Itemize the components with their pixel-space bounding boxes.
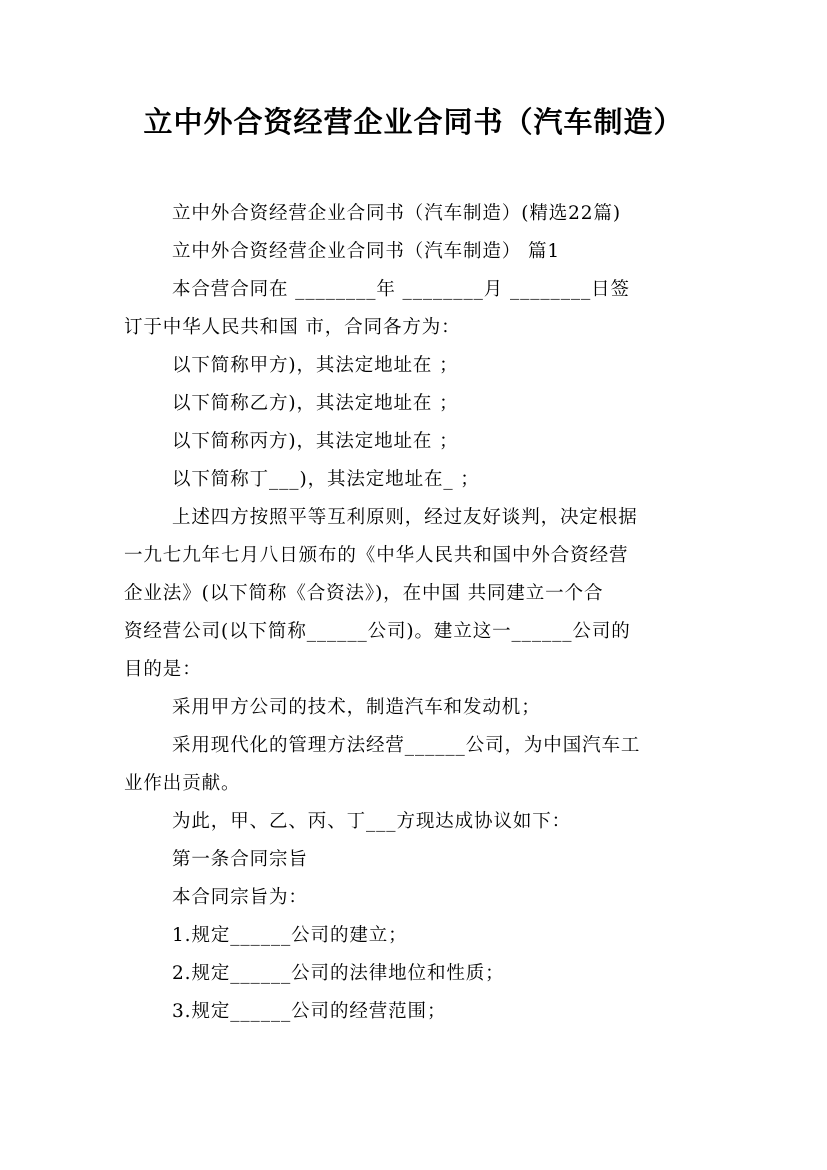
paragraph-preamble-line-1: 上述四方按照平等互利原则，经过友好谈判，决定根据 [172,507,638,528]
document-body [124,195,709,1031]
article-1-heading: 第一条合同宗旨 [172,849,308,870]
paragraph-agreement: 为此，甲、乙、丙、丁___方现达成协议如下： [172,811,572,832]
paragraph-preamble-line-2: 一九七九年七月八日颁布的《中华人民共和国中外合资经营 [124,545,629,566]
paragraph-party-a: 以下简称甲方)，其法定地址在 ； [172,355,459,376]
article-1-item-3: 3.规定______公司的经营范围； [172,1001,447,1022]
paragraph-party-d: 以下简称丁___)，其法定地址在_ ； [172,469,480,490]
article-1-item-1: 1.规定______公司的建立； [172,925,408,946]
paragraph-subtitle: 立中外合资经营企业合同书（汽车制造）(精选22篇) [172,203,621,224]
paragraph-party-c: 以下简称丙方)，其法定地址在 ； [172,431,459,452]
article-1-intro: 本合同宗旨为： [172,887,308,908]
paragraph-section-heading: 立中外合资经营企业合同书（汽车制造） 篇1 [172,241,561,262]
paragraph-purpose-technology: 采用甲方公司的技术，制造汽车和发动机； [172,697,541,718]
paragraph-preamble-line-4: 资经营公司(以下简称______公司)。建立这一______公司的 [124,621,631,642]
paragraph-signing-place: 订于中华人民共和国 市，合同各方为： [124,317,461,338]
paragraph-signing-date: 本合营合同在 ________年 ________月 ________日签 [172,279,630,300]
article-1-item-2: 2.规定______公司的法律地位和性质； [172,963,505,984]
paragraph-purpose-management-line-1: 采用现代化的管理方法经营______公司，为中国汽车工 [172,735,641,756]
paragraph-purpose-management-line-2: 业作出贡献。 [124,773,241,794]
paragraph-preamble-line-3: 企业法》(以下简称《合资法》)，在中国 共同建立一个合 [124,583,604,604]
paragraph-preamble-line-5: 目的是： [124,659,202,680]
paragraph-party-b: 以下简称乙方)，其法定地址在 ； [172,393,459,414]
document-title: 立中外合资经营企业合同书（汽车制造） [143,105,684,139]
